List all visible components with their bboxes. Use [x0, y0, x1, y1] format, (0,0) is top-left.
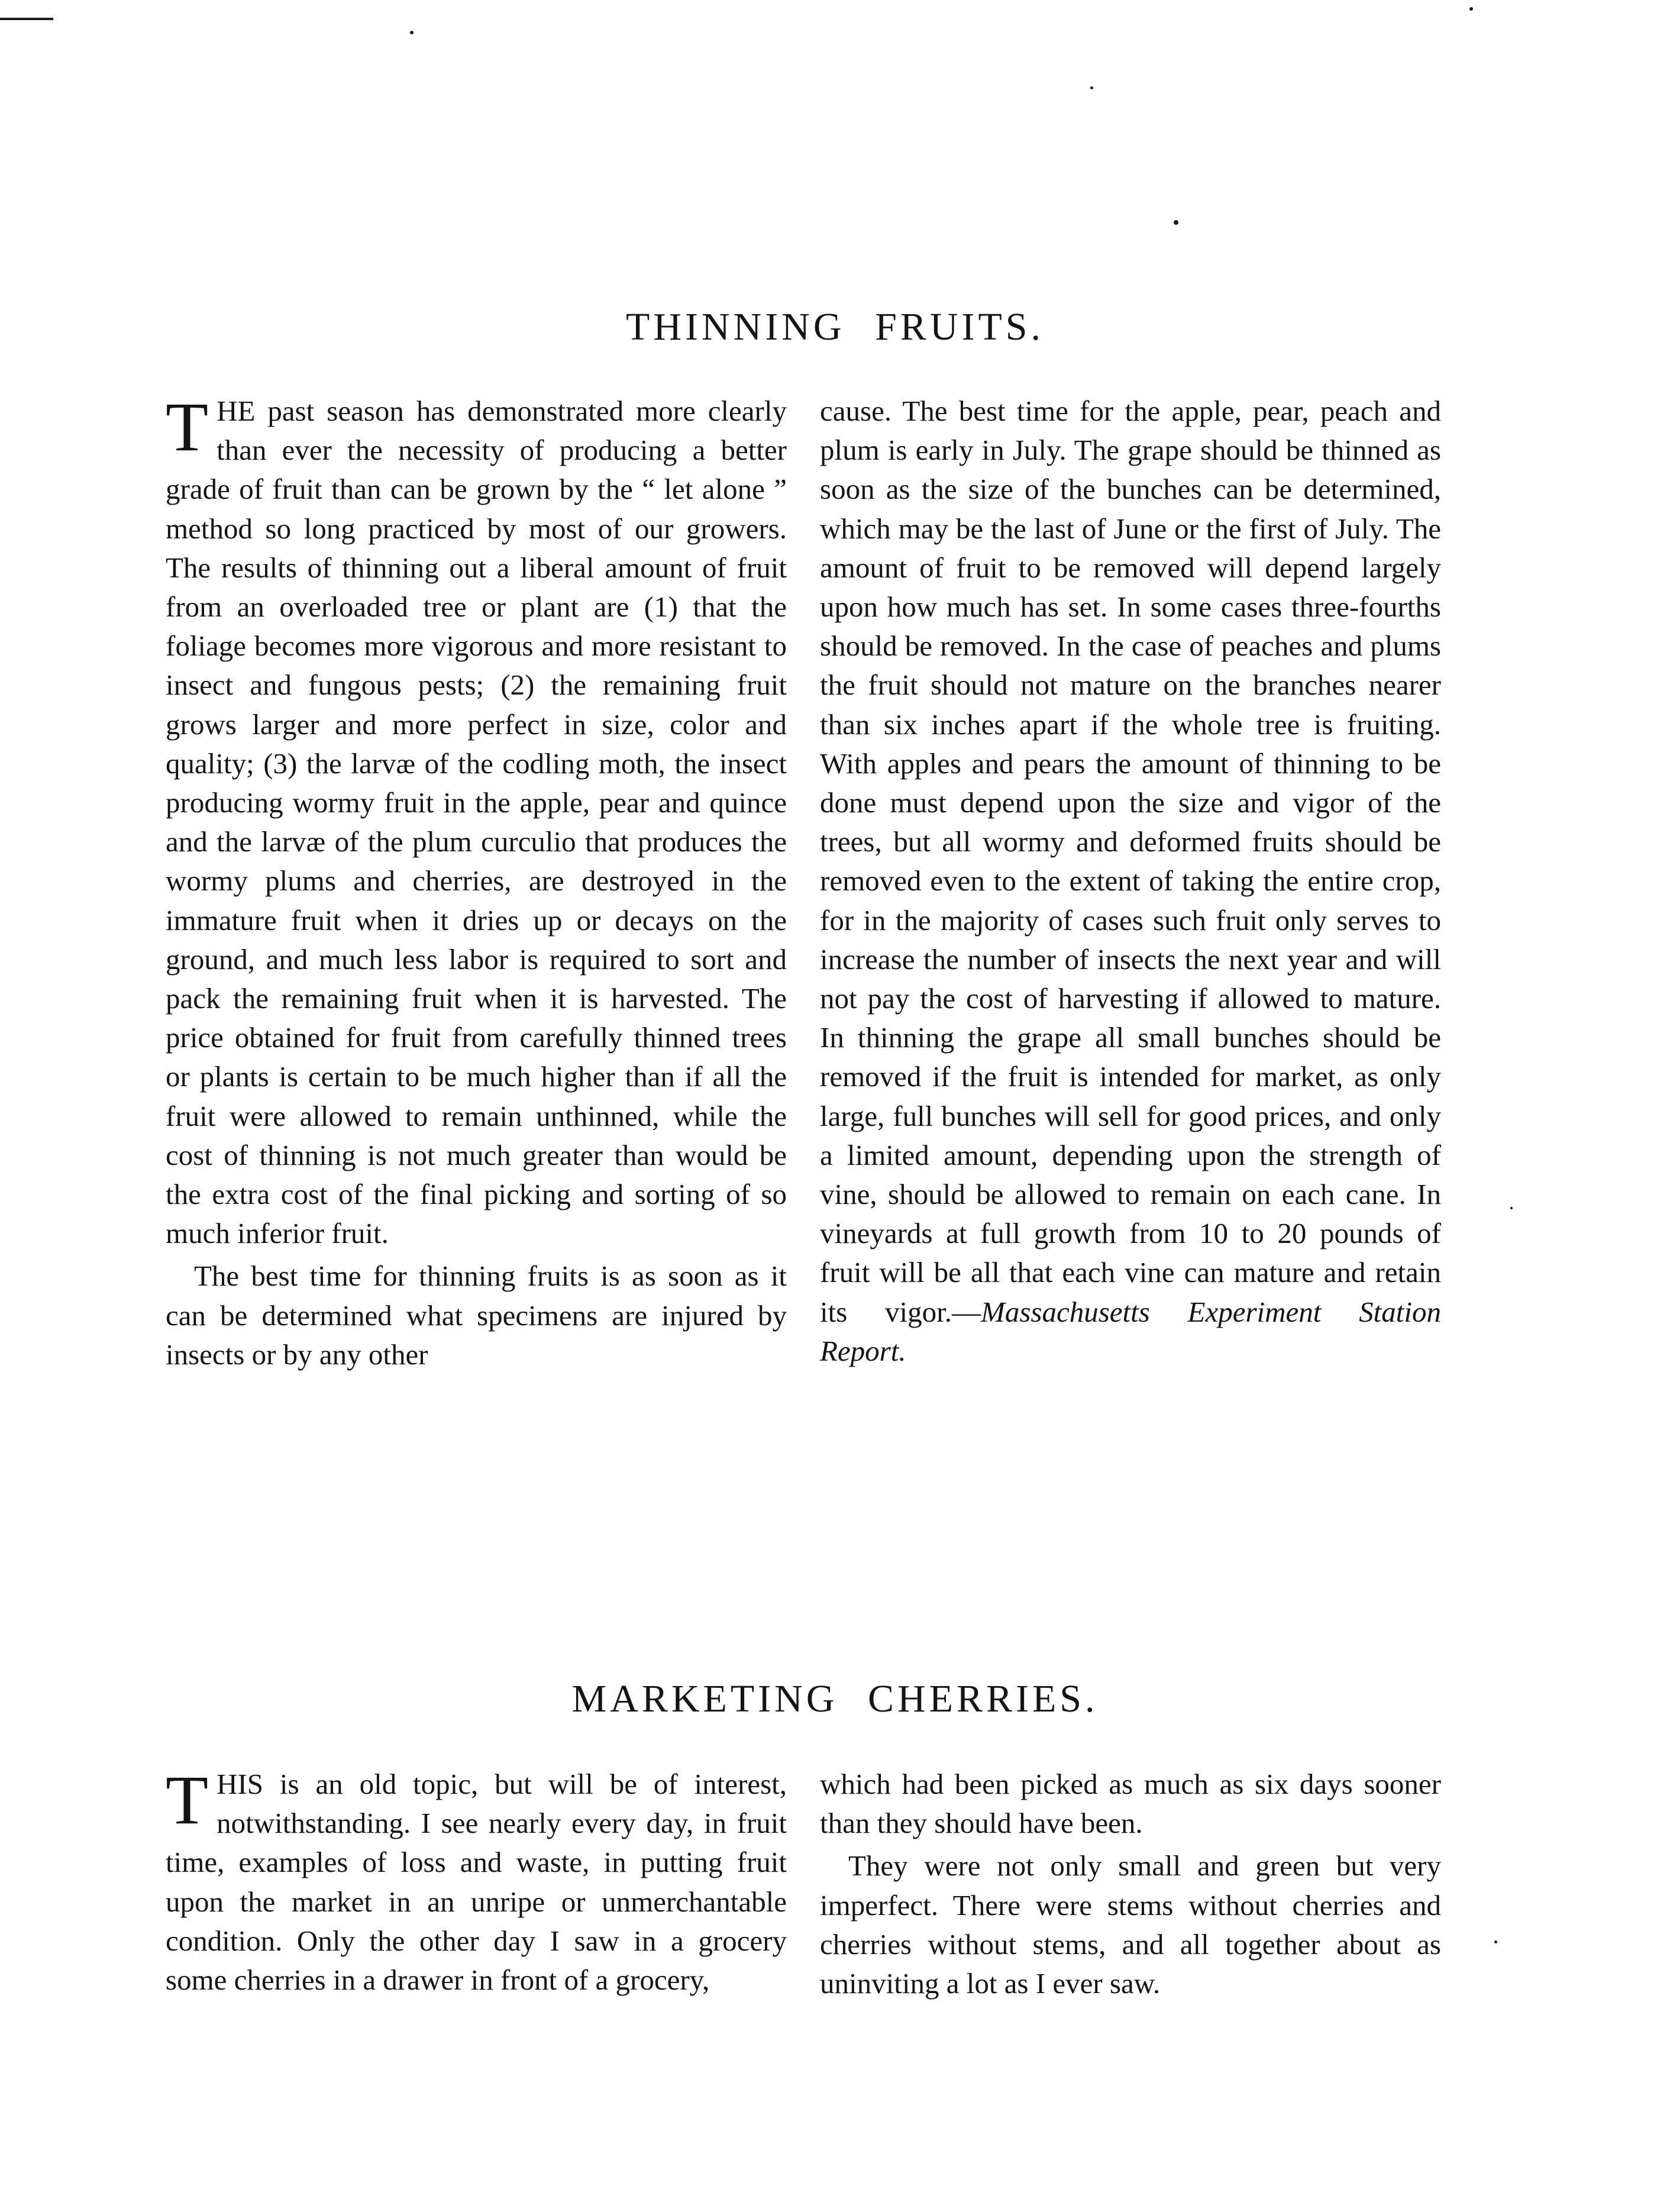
article1-paragraph-2-continued-text: cause. The best time for the apple, pear, peach and plum is early in July. The grape should be thinned as soon as the size of the bunches can be determined, which may be the last of June or the first of July. The amount of fruit to be removed will depend largely upon how much has set. In some cases three-fourths should be removed. In the case of peaches and plums the fruit should not mature on the branches nearer than six inches apart if the whole tree is fruiting. With apples and pears the amount of thinning to be done must depend upon the size and vigor of the trees, but all wormy and deformed fruits should be removed even to the extent of taking the entire crop, for in the majority of cases such fruit only serves to increase the number of insects the next year and will not pay the cost of harvesting if allowed to mature. In thinning the grape all small bunches should be removed if the fruit is intended for market, as only large, full bunches will sell for good prices, and only a limited amount, depending upon the strength of vine, should be allowed to remain on each cane. In vineyards at full growth from 10 to 20 pounds of fruit will be all that each vine can mature and retain its vigor.— — [820, 395, 1441, 1328]
article2-paragraph-1 — [166, 1761, 787, 2000]
article1-left-column — [166, 388, 787, 1374]
article1-right-column — [820, 392, 1441, 1371]
article2-paragraph-1-text: HIS is an old topic, but will be of interest, notwithstanding. I see nearly every day, in fruit time, examples of loss and waste, in putting fruit upon the market in an unripe or unmerchantable condition. Only the other day I saw in a grocery some cherries in a drawer in front of a grocery, — [166, 1768, 787, 1997]
article2-paragraph-1-continued-text: which had been picked as much as six days sooner than they should have been. — [820, 1768, 1441, 1840]
drop-cap: T — [166, 1761, 209, 1839]
article2-paragraph-2-text: They were not only small and green but very imperfect. There were stems without cherries and cherries without stems, and all together about as uninviting a lot as I ever saw. — [820, 1849, 1441, 2000]
corner-rule — [0, 18, 53, 20]
print-speck — [1174, 220, 1178, 225]
article2-left-column — [166, 1761, 787, 2000]
article1-citation: Massachusetts Experiment Station Report. — [820, 1295, 1441, 1367]
article1-paragraph-2-continued — [820, 392, 1441, 1371]
article2-paragraph-2 — [820, 1846, 1441, 2003]
print-speck — [1510, 1207, 1513, 1209]
article1-paragraph-2 — [166, 1257, 787, 1374]
print-speck — [1494, 1940, 1497, 1943]
article1-paragraph-2-text: The best time for thinning fruits is as soon as it can be determined what specimens are injured by insects or by any other — [166, 1260, 787, 1371]
article2-right-column — [820, 1765, 1441, 2003]
article1-paragraph-1 — [166, 388, 787, 1253]
article2-paragraph-1-continued — [820, 1765, 1441, 1843]
print-speck — [410, 31, 414, 34]
print-speck — [1090, 86, 1093, 89]
print-speck — [1469, 7, 1473, 11]
drop-cap: T — [166, 388, 209, 466]
article-title-marketing-cherries: MARKETING CHERRIES. — [571, 1677, 1099, 1720]
article-title-thinning-fruits: THINNING FRUITS. — [626, 305, 1044, 348]
article1-paragraph-1-text: HE past season has demonstrated more clearly than ever the necessity of producing a better grade of fruit than can be grown by the “ let alone ” method so long practiced by most of our growers. The results of thinning out a liberal amount of fruit from an overloaded tree or plant are (1) that the foliage becomes more vigorous and more resistant to insect and fungous pests; (2) the remaining fruit grows larger and more perfect in size, color and quality; (3) the larvæ of the codling moth, the insect producing wormy fruit in the apple, pear and quince and the larvæ of the plum curculio that produces the wormy plums and cherries, are destroyed in the immature fruit when it dries up or decays on the ground, and much less labor is required to sort and pack the remaining fruit when it is harvested. The price obtained for fruit from carefully thinned trees or plants is certain to be much higher than if all the fruit were allowed to remain unthinned, while the cost of thinning is not much greater than would be the extra cost of the final picking and sorting of so much inferior fruit. — [166, 395, 787, 1250]
